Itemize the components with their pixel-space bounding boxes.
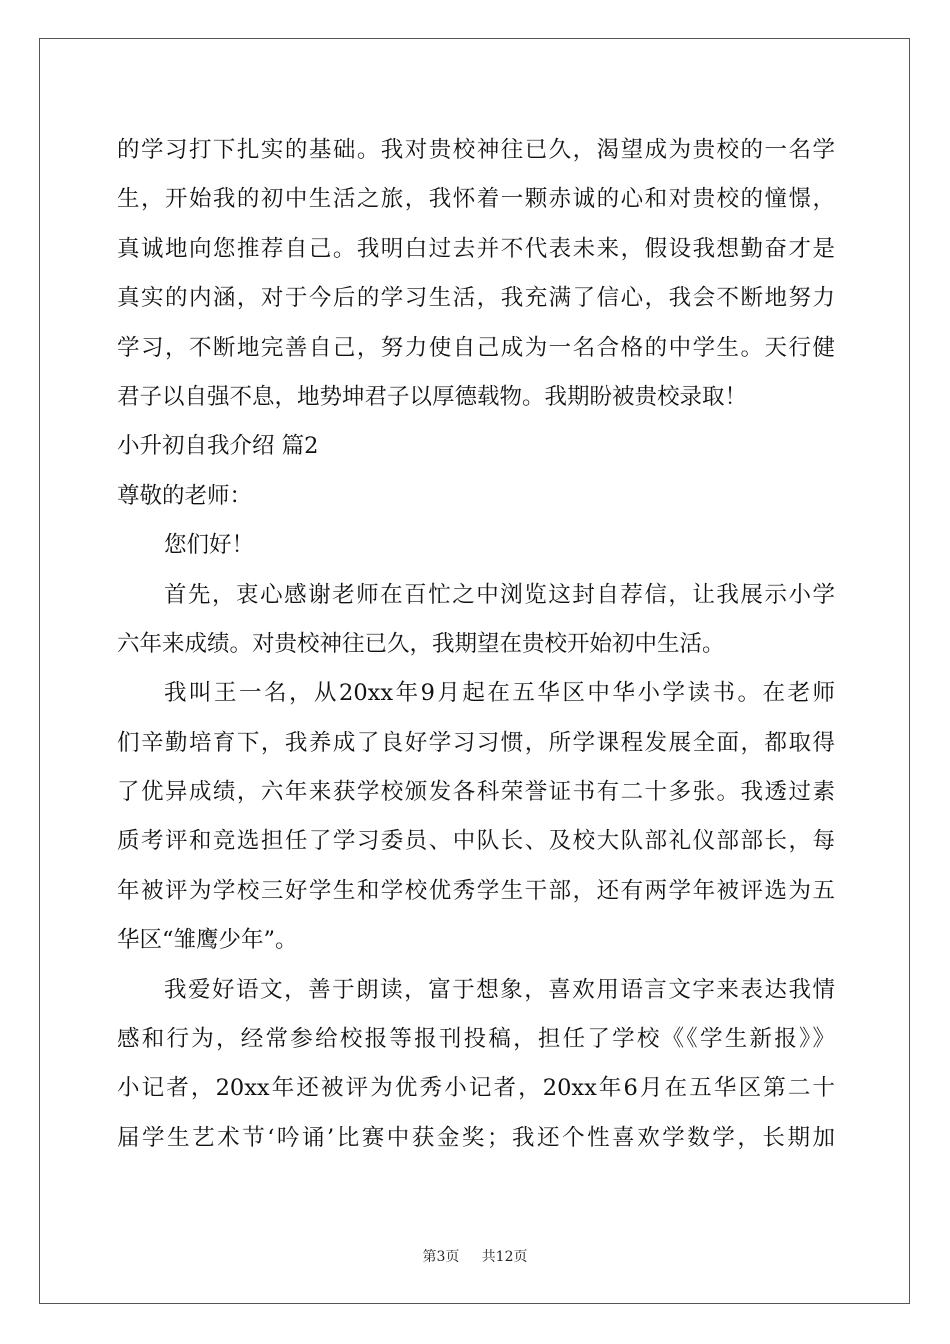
- text-line: 君子以自强不息，地势坤君子以厚德载物。我期盼被贵校录取！: [117, 383, 748, 410]
- text-line: 我叫王一名，从20xx年9月起在五华区中华小学读书。在老师: [164, 680, 835, 707]
- text-line: 真诚地向您推荐自己。我明白过去并不代表未来，假设我想勤奋才是: [117, 235, 835, 262]
- text-line: 真实的内涵，对于今后的学习生活，我充满了信心，我会不断地努力: [117, 285, 835, 312]
- greeting: 您们好！: [164, 532, 255, 559]
- salutation: 尊敬的老师：: [117, 482, 253, 509]
- section-heading: 小升初自我介绍 篇2: [117, 433, 319, 460]
- text-line: 质考评和竞选担任了学习委员、中队长、及校大队部礼仪部部长，每: [117, 828, 835, 855]
- text-line: 首先，衷心感谢老师在百忙之中浏览这封自荐信，让我展示小学: [164, 581, 835, 608]
- text-line: 六年来成绩。对贵校神往已久，我期望在贵校开始初中生活。: [117, 630, 725, 657]
- text-line: 小记者，20xx年还被评为优秀小记者，20xx年6月在五华区第二十: [117, 1075, 835, 1102]
- page-footer: [0, 1246, 950, 1266]
- total-pages: 共12页: [481, 1249, 528, 1265]
- page-number: 第3页: [422, 1249, 460, 1265]
- text-line: 华区“雏鹰少年”。: [117, 927, 298, 954]
- text-line: 感和行为，经常参给校报等报刊投稿，担任了学校《《学生新报》》: [117, 1026, 835, 1053]
- text-line: 的学习打下扎实的基础。我对贵校神往已久，渴望成为贵校的一名学: [117, 137, 835, 163]
- text-line: 了优异成绩，六年来获学校颁发各科荣誉证书有二十多张。我透过素: [117, 779, 835, 806]
- document-body: [117, 126, 835, 1163]
- text-line: 生，开始我的初中生活之旅，我怀着一颗赤诚的心和对贵校的憧憬，: [117, 186, 835, 213]
- text-line: 们辛勤培育下，我养成了良好学习习惯，所学课程发展全面，都取得: [117, 729, 835, 756]
- text-line: 学习，不断地完善自己，努力使自己成为一名合格的中学生。天行健: [117, 334, 835, 361]
- text-line: 届学生艺术节‘吟诵’比赛中获金奖；我还个性喜欢学数学，长期加: [117, 1124, 835, 1151]
- footer-gap: [464, 1249, 477, 1265]
- text-line: 年被评为学校三好学生和学校优秀学生干部，还有两学年被评选为五: [117, 877, 835, 904]
- text-line: 我爱好语文，善于朗读，富于想象，喜欢用语言文字来表达我情: [164, 976, 835, 1003]
